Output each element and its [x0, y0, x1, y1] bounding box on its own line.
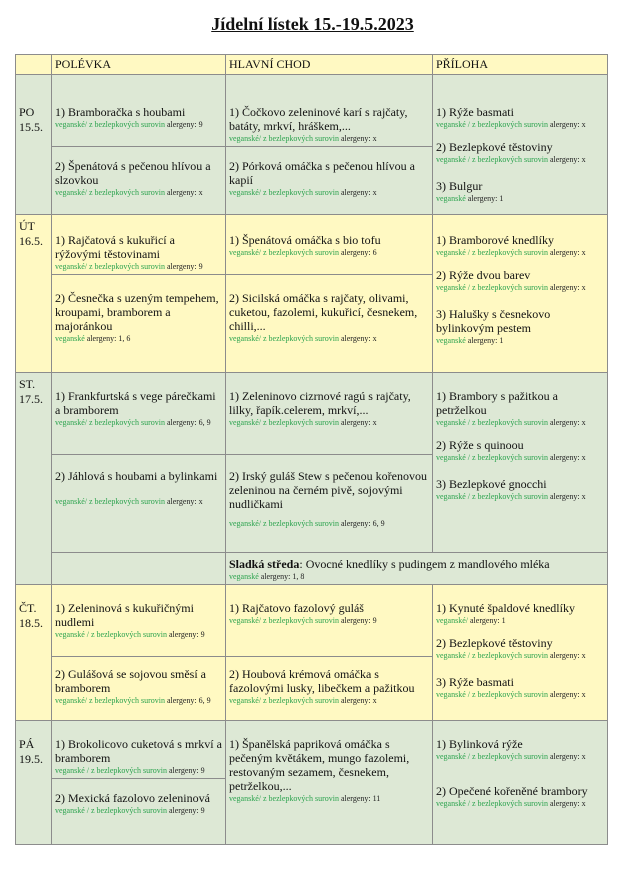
allergens: alergeny: x [549, 283, 586, 292]
diet-label: veganské/ z bezlepkových surovin [55, 262, 165, 271]
day-label: ČT. 18.5. [16, 585, 52, 721]
dish-name: 1) Bramborové knedlíky [436, 233, 554, 247]
dish-name: 2) Pórková omáčka s pečenou hlívou a kapií [229, 159, 415, 187]
dish-name: 3) Rýže basmati [436, 675, 514, 689]
allergens: alergeny: x [166, 188, 203, 197]
main-cell [226, 721, 433, 845]
dish-name: 2) Sicilská omáčka s rajčaty, olivami, cuketou, fazolemi, kukuřicí, česnekem, chilli,... [229, 291, 418, 333]
header-main: HLAVNÍ CHOD [226, 55, 433, 75]
allergens: alergeny: x [340, 134, 377, 143]
header-row [16, 55, 608, 75]
dish-name: 1) Frankfurtská s vege párečkami a bramborem [55, 389, 216, 417]
allergens: alergeny: 9 [340, 616, 377, 625]
diet-label: veganské/ z bezlepkových surovin [55, 188, 165, 197]
diet-label: veganské/ z bezlepkových surovin [55, 696, 165, 705]
allergens: alergeny: x [340, 696, 377, 705]
dish-name: 3) Bulgur [436, 179, 483, 193]
day-label: PO 15.5. [16, 75, 52, 215]
main-cell [226, 75, 433, 147]
day-row-friday [16, 721, 608, 779]
main-cell [226, 585, 433, 657]
dish-name: 1) Čočkovo zeleninové karí s rajčaty, batáty, mrkví, hráškem,... [229, 105, 408, 133]
allergens: alergeny: x [340, 418, 377, 427]
diet-label: veganské/ z bezlepkových surovin [229, 794, 339, 803]
diet-label: veganské [229, 572, 259, 581]
dish-name: 2) Česnečka s uzeným tempehem, kroupami, bramborem a majoránkou [55, 291, 219, 333]
side-cell [433, 585, 608, 721]
dish-name: 2) Rýže s quinoou [436, 438, 524, 452]
allergens: alergeny: x [549, 651, 586, 660]
diet-label: veganské / z bezlepkových surovin [436, 752, 548, 761]
allergens: alergeny: 6 [340, 248, 377, 257]
diet-label: veganské / z bezlepkových surovin [436, 690, 548, 699]
diet-label: veganské / z bezlepkových surovin [436, 155, 548, 164]
dish-name: 2) Rýže dvou barev [436, 268, 531, 282]
dish-name: 2) Opečené kořeněné brambory [436, 784, 588, 798]
dish-name: 1) Bramboračka s houbami [55, 105, 186, 119]
diet-label: veganské / z bezlepkových surovin [436, 283, 548, 292]
special-label: Sladká středa [229, 557, 300, 571]
diet-label: veganské/ z bezlepkových surovin [229, 188, 339, 197]
dish-name: 1) Bylinková rýže [436, 737, 523, 751]
dish-name: 1) Brokolicovo cuketová s mrkví a bramborem [55, 737, 222, 765]
allergens: alergeny: 1 [467, 336, 504, 345]
diet-label: veganské/ z bezlepkových surovin [55, 120, 165, 129]
menu-table [15, 54, 608, 845]
diet-label: veganské/ z bezlepkových surovin [55, 418, 165, 427]
special-text: : Ovocné knedlíky s pudingem z mandlového mléka [299, 557, 550, 571]
allergens: alergeny: 1, 6 [86, 334, 131, 343]
soup-cell [52, 657, 226, 721]
diet-label: veganské [55, 334, 85, 343]
header-day [16, 55, 52, 75]
dish-name: 1) Rajčatová s kukuřicí a rýžovými těstovinami [55, 233, 175, 261]
day-label: ST. 17.5. [16, 373, 52, 585]
soup-cell [52, 779, 226, 845]
allergens: alergeny: x [549, 155, 586, 164]
allergens: alergeny: 1 [467, 194, 504, 203]
dish-name: 2) Irský guláš Stew s pečenou kořenovou zeleninou na černém pivě, sojovými nudličkami [229, 469, 427, 511]
soup-cell [52, 275, 226, 373]
dish-name: 3) Bezlepkové gnocchi [436, 477, 547, 491]
allergens: alergeny: x [549, 752, 586, 761]
soup-cell [52, 721, 226, 779]
allergens: alergeny: x [549, 453, 586, 462]
special-spacer [52, 553, 226, 585]
soup-cell [52, 373, 226, 455]
dish-name: 2) Bezlepkové těstoviny [436, 636, 553, 650]
special-cell [226, 553, 608, 585]
dish-name: 1) Rajčatovo fazolový guláš [229, 601, 364, 615]
allergens: alergeny: 1 [470, 616, 506, 625]
diet-label: veganské / z bezlepkových surovin [436, 248, 548, 257]
menu-title: Jídelní lístek 15.-19.5.2023 [211, 14, 414, 34]
allergens: alergeny: 9 [166, 262, 203, 271]
dish-name: 2) Špenátová s pečenou hlívou a slzovkou [55, 159, 211, 187]
allergens: alergeny: x [340, 188, 377, 197]
header-soup: POLÉVKA [52, 55, 226, 75]
soup-cell [52, 455, 226, 553]
allergens: alergeny: x [549, 418, 586, 427]
diet-label: veganské / z bezlepkových surovin [55, 630, 167, 639]
day-row-wednesday-special [16, 553, 608, 585]
main-cell [226, 455, 433, 553]
allergens: alergeny: x [549, 120, 586, 129]
dish-name: 2) Bezlepkové těstoviny [436, 140, 553, 154]
soup-cell [52, 147, 226, 215]
side-cell [433, 373, 608, 553]
dish-name: 3) Halušky s česnekovo bylinkovým pestem [436, 307, 551, 335]
allergens: alergeny: 9 [168, 806, 205, 815]
diet-label: veganské/ [436, 616, 468, 625]
diet-label: veganské / z bezlepkových surovin [436, 418, 548, 427]
allergens: alergeny: x [549, 492, 586, 501]
diet-label: veganské/ z bezlepkových surovin [229, 696, 339, 705]
diet-label: veganské [436, 336, 466, 345]
main-cell [226, 373, 433, 455]
allergens: alergeny: 9 [168, 766, 205, 775]
allergens: alergeny: x [549, 690, 586, 699]
diet-label: veganské / z bezlepkových surovin [436, 492, 548, 501]
dish-name: 2) Houbová krémová omáčka s fazolovými lusky, libečkem a pažitkou [229, 667, 415, 695]
side-cell [433, 721, 608, 845]
day-row-monday [16, 75, 608, 147]
dish-name: 1) Brambory s pažitkou a petrželkou [436, 389, 558, 417]
diet-label: veganské/ z bezlepkových surovin [229, 248, 339, 257]
dish-name: 1) Špenátová omáčka s bio tofu [229, 233, 381, 247]
main-cell [226, 147, 433, 215]
day-label: ÚT 16.5. [16, 215, 52, 373]
diet-label: veganské / z bezlepkových surovin [436, 120, 548, 129]
allergens: alergeny: 11 [340, 794, 381, 803]
allergens: alergeny: 9 [166, 120, 203, 129]
allergens: alergeny: 6, 9 [340, 519, 385, 528]
allergens: alergeny: 9 [168, 630, 205, 639]
soup-cell [52, 75, 226, 147]
dish-name: 1) Zeleninovo cizrnové ragú s rajčaty, lilky, řapík.celerem, mrkví,... [229, 389, 411, 417]
diet-label: veganské / z bezlepkových surovin [436, 799, 548, 808]
allergens: alergeny: x [549, 799, 586, 808]
dish-name: 1) Kynuté špaldové knedlíky [436, 601, 575, 615]
diet-label: veganské / z bezlepkových surovin [55, 766, 167, 775]
side-cell [433, 215, 608, 373]
allergens: alergeny: x [340, 334, 377, 343]
diet-label: veganské [436, 194, 466, 203]
day-label: PÁ 19.5. [16, 721, 52, 845]
day-row-thursday [16, 585, 608, 657]
diet-label: veganské / z bezlepkových surovin [55, 806, 167, 815]
side-cell [433, 75, 608, 215]
dish-name: 2) Gulášová se sojovou směsí a bramborem [55, 667, 206, 695]
diet-label: veganské/ z bezlepkových surovin [55, 497, 165, 506]
dish-name: 2) Mexická fazolovo zeleninová [55, 791, 210, 805]
main-cell [226, 657, 433, 721]
diet-label: veganské/ z bezlepkových surovin [229, 519, 339, 528]
diet-label: veganské / z bezlepkových surovin [436, 453, 548, 462]
allergens: alergeny: x [549, 248, 586, 257]
diet-label: veganské/ z bezlepkových surovin [229, 616, 339, 625]
allergens: alergeny: 6, 9 [166, 418, 211, 427]
soup-cell [52, 215, 226, 275]
day-row-wednesday [16, 373, 608, 455]
dish-name: 1) Zeleninová s kukuřičnými nudlemi [55, 601, 194, 629]
dish-name: 2) Jáhlová s houbami a bylinkami [55, 469, 218, 483]
diet-label: veganské/ z bezlepkových surovin [229, 134, 339, 143]
diet-label: veganské/ z bezlepkových surovin [229, 334, 339, 343]
diet-label: veganské/ z bezlepkových surovin [229, 418, 339, 427]
allergens: alergeny: x [166, 497, 203, 506]
header-side: PŘÍLOHA [433, 55, 608, 75]
day-row-tuesday [16, 215, 608, 275]
allergens: alergeny: 1, 8 [260, 572, 305, 581]
allergens: alergeny: 6, 9 [166, 696, 211, 705]
main-cell [226, 275, 433, 373]
dish-name: 1) Španělská papriková omáčka s pečeným květákem, mungo fazolemi, restovaným sezamem, česnekem, petrželkou,... [229, 737, 410, 793]
dish-name: 1) Rýže basmati [436, 105, 514, 119]
soup-cell [52, 585, 226, 657]
main-cell [226, 215, 433, 275]
diet-label: veganské / z bezlepkových surovin [436, 651, 548, 660]
